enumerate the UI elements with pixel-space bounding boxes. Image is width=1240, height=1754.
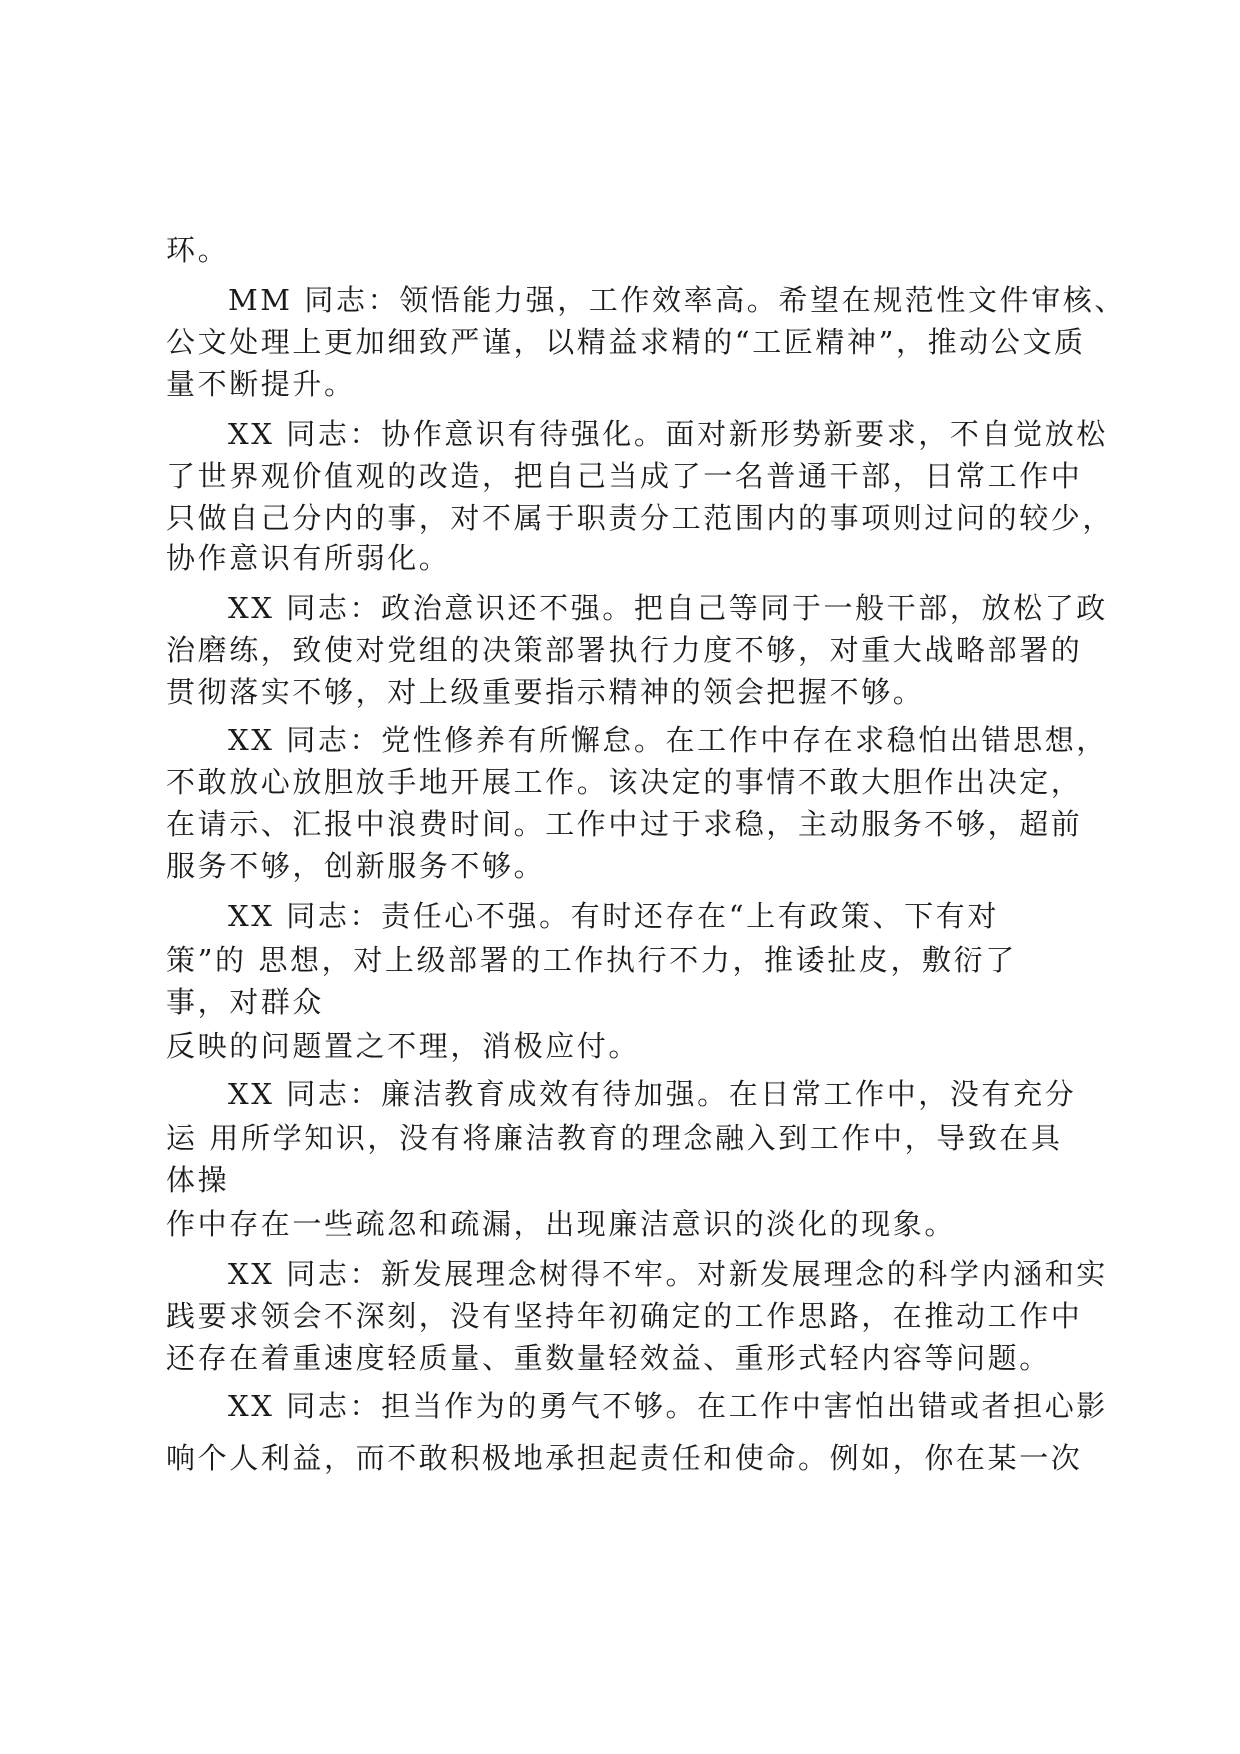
text-line: 响个人利益，而不敢积极地承担起责任和使命。例如，你在某一次 — [166, 1441, 1083, 1475]
text-line: 反映的问题置之不理，消极应付。 — [166, 1029, 641, 1063]
text-line: 还存在着重速度轻质量、重数量轻效益、重形式轻内容等问题。 — [166, 1341, 1051, 1375]
text-line: 不敢放心放胆放手地开展工作。该决定的事情不敢大胆作出决定， — [166, 765, 1083, 799]
text-line: 协作意识有所弱化。 — [166, 541, 451, 575]
paragraph-first-line: XX 同志：政治意识还不强。把自己等同于一般干部，放松了政 — [228, 591, 1108, 625]
text-line: 事，对群众 — [166, 985, 325, 1019]
paragraph-first-line: XX 同志：协作意识有待强化。面对新形势新要求，不自觉放松 — [228, 417, 1108, 451]
paragraph-first-line: XX 同志：新发展理念树得不牢。对新发展理念的科学内涵和实 — [228, 1257, 1108, 1291]
text-line: 践要求领会不深刻，没有坚持年初确定的工作思路，在推动工作中 — [166, 1299, 1083, 1333]
text-line: 在请示、汇报中浪费时间。工作中过于求稳，主动服务不够，超前 — [166, 807, 1083, 841]
paragraph-first-line: XX 同志：廉洁教育成效有待加强。在日常工作中，没有充分 — [228, 1077, 1077, 1111]
text-line: 环。 — [166, 233, 230, 267]
paragraph-first-line: MM 同志：领悟能力强，工作效率高。希望在规范性文件审核、 — [228, 283, 1127, 317]
paragraph-first-line: XX 同志：党性修养有所懈怠。在工作中存在求稳怕出错思想， — [228, 723, 1108, 757]
text-line: 量不断提升。 — [166, 367, 356, 401]
paragraph-first-line: XX 同志：责任心不强。有时还存在“上有政策、下有对 — [228, 899, 999, 933]
text-line: 服务不够，创新服务不够。 — [166, 849, 546, 883]
paragraph-first-line: XX 同志：担当作为的勇气不够。在工作中害怕出错或者担心影 — [228, 1389, 1108, 1423]
text-line: 运 用所学知识，没有将廉洁教育的理念融入到工作中，导致在具 — [166, 1121, 1063, 1155]
text-line: 公文处理上更加细致严谨，以精益求精的“工匠精神”，推动公文质 — [166, 325, 1086, 359]
text-line: 作中存在一些疏忽和疏漏，出现廉洁意识的淡化的现象。 — [166, 1207, 957, 1241]
text-line: 策”的 思想，对上级部署的工作执行不力，推诿扯皮，敷衍了 — [166, 943, 1017, 977]
text-line: 贯彻落实不够，对上级重要指示精神的领会把握不够。 — [166, 675, 925, 709]
text-line: 了世界观价值观的改造，把自己当成了一名普通干部，日常工作中 — [166, 459, 1083, 493]
text-line: 只做自己分内的事，对不属于职责分工范围内的事项则过问的较少， — [166, 501, 1115, 535]
text-line: 治磨练，致使对党组的决策部署执行力度不够，对重大战略部署的 — [166, 633, 1083, 667]
text-line: 体操 — [166, 1163, 230, 1197]
